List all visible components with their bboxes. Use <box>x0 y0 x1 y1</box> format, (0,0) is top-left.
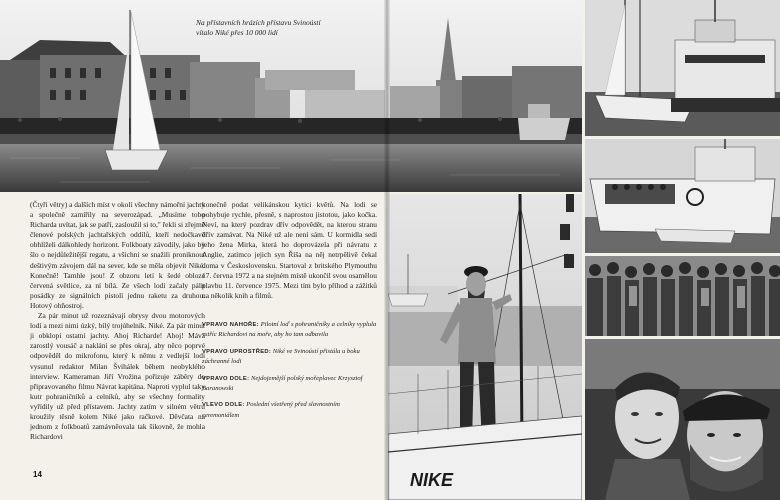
caption-bottom-left <box>202 400 377 420</box>
caption-bottom-right <box>202 374 377 394</box>
paragraph: Za pár minut už rozeznávají obrysy dvou motorových lodí a mezi nimi úzký, bílý trojúhelník. Niké. Za pár minut ji obklopí ostatní jachty. Ahoj Richarde! Ahoj! Mává zarostlý vousáč a naklání se přes okraj, aby něco poprvé odpověděl do mikrofonu, který k němu z vedlejší lodi vysunul redaktor Milan Švihálek během neobyklého interview. Kameraman Jiří Vrožina pořizuje záběry do připravovaného filmu Návrat kapitána. Naproti vyplul taky kutr pohraničníků a celníků, aby se všechny formality vyřídily už před přístavem. Jachty zatím v silném větru kroužily těsně kolem Niké jako račkové. Děvčata na jednom z folkboatů zamávněovala tak šikovně, že mohla Richardovi <box>30 311 205 442</box>
caption-label: VLEVO DOLE: <box>202 402 245 409</box>
text-column-right <box>202 200 377 301</box>
top-photo-caption: Na přístavních hrázích přístavu Svinoústí vítalo Niké přes 10 000 lidí <box>196 18 321 37</box>
caption-top-right <box>202 320 377 340</box>
caption-text: Niké ve Svinoústí přistála u boku záchranné lodi <box>202 347 360 366</box>
text-column-left <box>30 200 205 442</box>
caption-text: Poslední všetřený před slavnostním ceremoniálem <box>202 401 340 419</box>
hull-name-label: NIKE <box>410 470 454 490</box>
pilot-boat-photo <box>585 0 780 136</box>
rescue-ship-photo <box>585 139 780 253</box>
caption-label: VPRAVO NAHOŘE: <box>202 322 259 328</box>
portrait-photo <box>585 339 780 500</box>
caption-label: VPRAVO UPROSTŘED: <box>202 348 272 355</box>
page-gutter <box>384 0 390 500</box>
caption-text: Pilotní loď s pohraničníky a celníky vyplula vstříc Richardovi na moře, aby ho tam odbavila <box>202 321 377 339</box>
caption-label: VPRAVO DOLE: <box>202 375 250 382</box>
paragraph: konečně podat velikánskou kytici květů. Na lodi se pohybuje rychle, přesně, s naprostou jistotou, jako kočka. Neví, na který pozdrav dřív odpovědět, na kterou stranu dřív zamávat. Na Niké už ale není sám. U kormidla sedí jeho žena Mirka, která ho doprovázela při návratu z Anglie, zatímco jejich syn Říša na něj netrpělivě čekal doma v Československu. Startoval z britského Plymouthu 17. června 1972 a na stejném místě ukončil svou osamělou plavbu 11. července 1975. Mezi tím bylo příhod a zážitků na několik knih a filmů. <box>202 200 377 300</box>
crowd-photo <box>585 256 780 336</box>
sailor-on-nike-photo <box>388 194 582 500</box>
caption-text: Nejdojemější polský mořeplavec Krzysztof Baranowski <box>202 374 363 393</box>
page-number: 14 <box>33 470 42 479</box>
photo-captions <box>202 320 377 427</box>
paragraph: (Čtyři větry) a dalších míst v okolí všechny námořní jachty a společně zamířily na severozápad. „Musíme tobo Richarda uvítat, jak se patří, zasloužil si to," řekli si zřejmě členové polských jachtařských oddílů, kteří nedočkavě obhlíželi dálkohledy horizont. Folkboaty závodily, jako by šlo o nejdůležitější regatu, a všichni se snažili proniknout deštivým závojem dál na sever, kde se měla objevit Niké. Konečně! Tamhle jsou! Z obzoru letí k šedé obloze červená světlice, za ní bílá. Ze všech lodí začaly pálit posádky ze signálních pistolí jednu raketu za druhou. Hotový ohňostroj. <box>30 200 205 310</box>
caption-middle-right <box>202 347 377 367</box>
